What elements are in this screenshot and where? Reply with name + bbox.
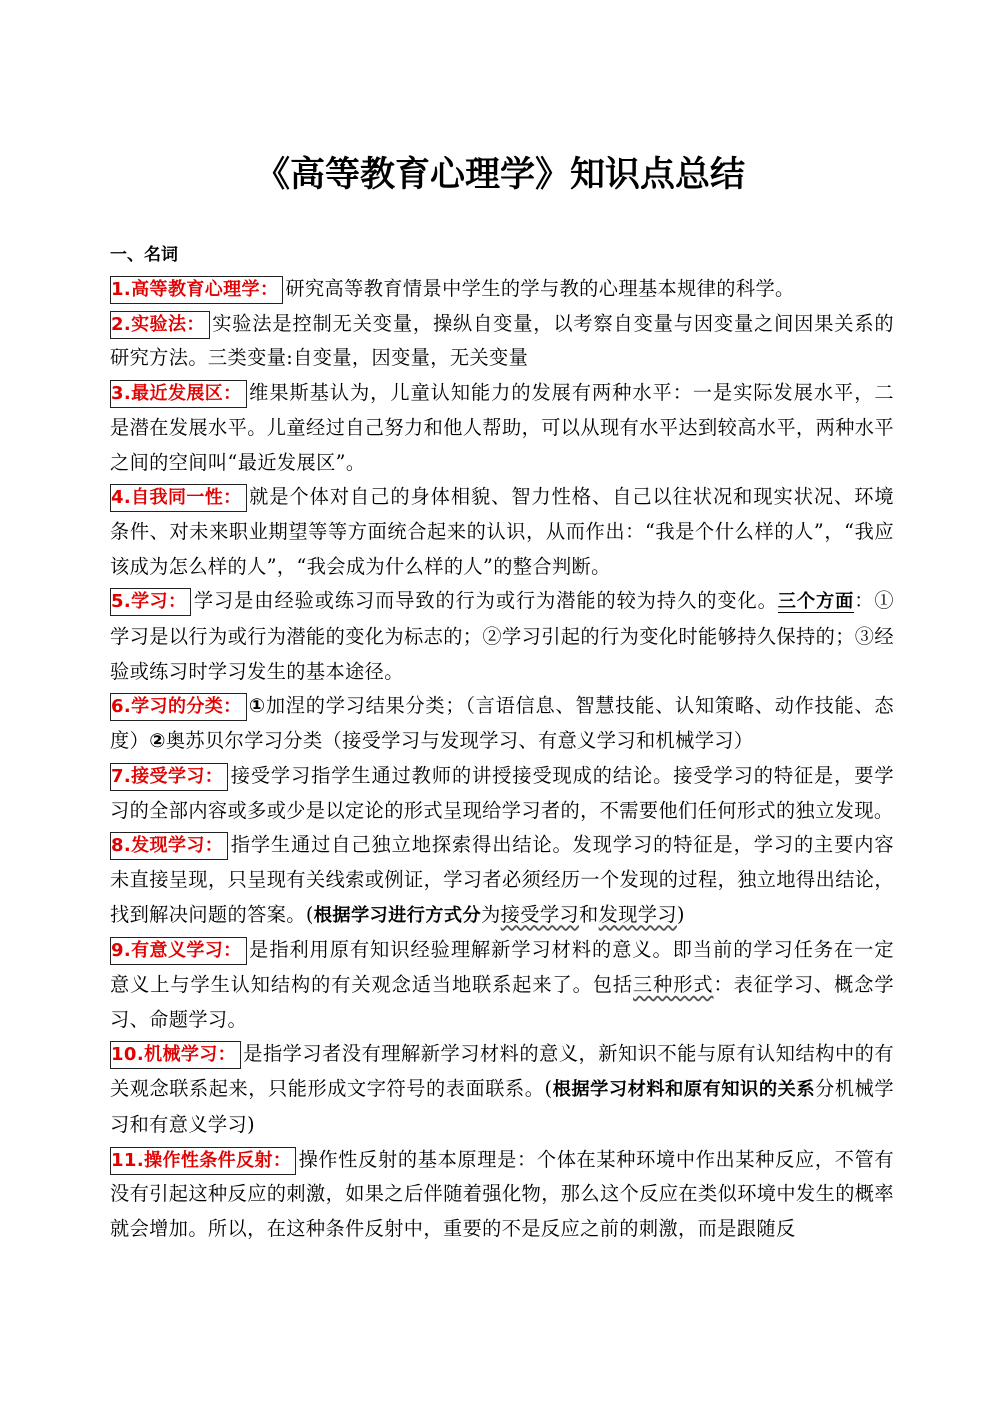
term-label: 6.学习的分类：: [110, 693, 247, 721]
term-label: 3.最近发展区：: [110, 380, 247, 408]
definition-text: 分机械学习和有意义学习): [110, 1077, 894, 1136]
glossary-entry-5: [110, 584, 894, 689]
definition-text: 是指学习者没有理解新学习材料的意义，新知识不能与原有认知结构中的有关观念联系起来，只能形成文字符号的表面联系。(: [110, 1042, 894, 1101]
glossary-entry-1: [110, 272, 894, 307]
document-title: 《高等教育心理学》知识点总结: [254, 155, 745, 195]
definition-text: 操作性反射的基本原理是：个体在某种环境中作出某种反应，不管有没有引起这种反应的刺激，如果之后伴随着强化物，那么这个反应在类似环境中发生的概率就会增加。所以，在这种条件反射中，重要的不是反应之前的刺激，而是跟随反: [110, 1147, 894, 1240]
underlined-text: 三种形式: [633, 973, 714, 997]
list-marker: ②: [149, 729, 166, 753]
term-label: 11.操作性条件反射：: [110, 1147, 296, 1175]
definition-text: 加涅的学习结果分类；（言语信息、智慧技能、认知策略、动作技能、态度）: [110, 694, 894, 753]
section-heading: 一、名词: [110, 245, 178, 265]
list-marker: ①: [248, 694, 266, 718]
glossary-entry-7: [110, 759, 894, 828]
definition-text: 指学生通过自己独立地探索得出结论。发现学习的特征是，学习的主要内容未直接呈现，只呈现有关线索或例证，学习者必须经历一个发现的过程，独立地得出结论，找到解决问题的答案。(: [110, 833, 894, 926]
definition-text: 接受学习指学生通过教师的讲授接受现成的结论。接受学习的特征是，要学习的全部内容或多或少是以定论的形式呈现给学习者的，不需要他们任何形式的独立发现。: [110, 763, 894, 822]
term-label: 7.接受学习：: [110, 763, 228, 791]
emphasis-text: 根据学习进行方式分: [313, 904, 482, 926]
term-label: 9.有意义学习：: [110, 937, 247, 965]
glossary-entry-4: [110, 480, 894, 584]
emphasis-text: 三个方面: [777, 591, 855, 613]
definition-text: ：①学习是以行为或行为潜能的变化为标志的；②学习引起的行为变化时能够持久保持的；③经验或练习时学习发生的基本途径。: [110, 589, 894, 683]
term-label: 4.自我同一性：: [110, 484, 247, 512]
definition-text: ): [676, 902, 685, 926]
term-label: 5.学习：: [110, 588, 191, 616]
underlined-text: 发现学习: [598, 902, 677, 926]
definition-text: 和: [579, 902, 599, 926]
underlined-text: 接受学习: [500, 902, 580, 926]
term-label: 1.高等教育心理学：: [110, 276, 283, 304]
emphasis-text: 根据学习材料和原有知识的关系: [552, 1079, 816, 1101]
glossary-entry-11: [110, 1143, 894, 1247]
glossary-list: [110, 272, 894, 1247]
definition-text: 实验法是控制无关变量，操纵自变量，以考察自变量与因变量之间因果关系的研究方法。三类变量:自变量，因变量，无关变量: [110, 311, 894, 370]
definition-text: 维果斯基认为，儿童认知能力的发展有两种水平：一是实际发展水平，二是潜在发展水平。儿童经过自己努力和他人帮助，可以从现有水平达到较高水平，两种水平之间的空间叫“最近发展区”。: [110, 381, 894, 474]
term-label: 10.机械学习：: [110, 1041, 241, 1069]
term-label: 8.发现学习：: [110, 832, 228, 860]
definition-text: 学习是由经验或练习而导致的行为或行为潜能的较为持久的变化。: [193, 589, 778, 613]
glossary-entry-2: [110, 307, 894, 376]
definition-text: 研究高等教育情景中学生的学与教的心理基本规律的科学。: [285, 277, 795, 300]
glossary-entry-10: [110, 1037, 894, 1142]
definition-text: 为: [481, 902, 501, 926]
glossary-entry-9: [110, 933, 894, 1037]
definition-text: 就是个体对自己的身体相貌、智力性格、自己以往状况和现实状况、环境条件、对未来职业期望等等方面统合起来的认识，从而作出：“我是个什么样的人”，“我应该成为怎么样的人”，“我会成为什么样的人”的整合判断。: [110, 485, 894, 578]
glossary-entry-3: [110, 376, 894, 480]
definition-text: 奥苏贝尔学习分类（接受学习与发现学习、有意义学习和机械学习）: [165, 729, 754, 753]
glossary-entry-6: [110, 689, 894, 758]
definition-text: ：表征学习、概念学习、命题学习。: [110, 973, 894, 1031]
term-label: 2.实验法：: [110, 311, 210, 339]
definition-text: 是指利用原有知识经验理解新学习材料的意义。即当前的学习任务在一定意义上与学生认知结构的有关观念适当地联系起来了。包括: [110, 938, 894, 997]
glossary-entry-8: [110, 828, 894, 933]
